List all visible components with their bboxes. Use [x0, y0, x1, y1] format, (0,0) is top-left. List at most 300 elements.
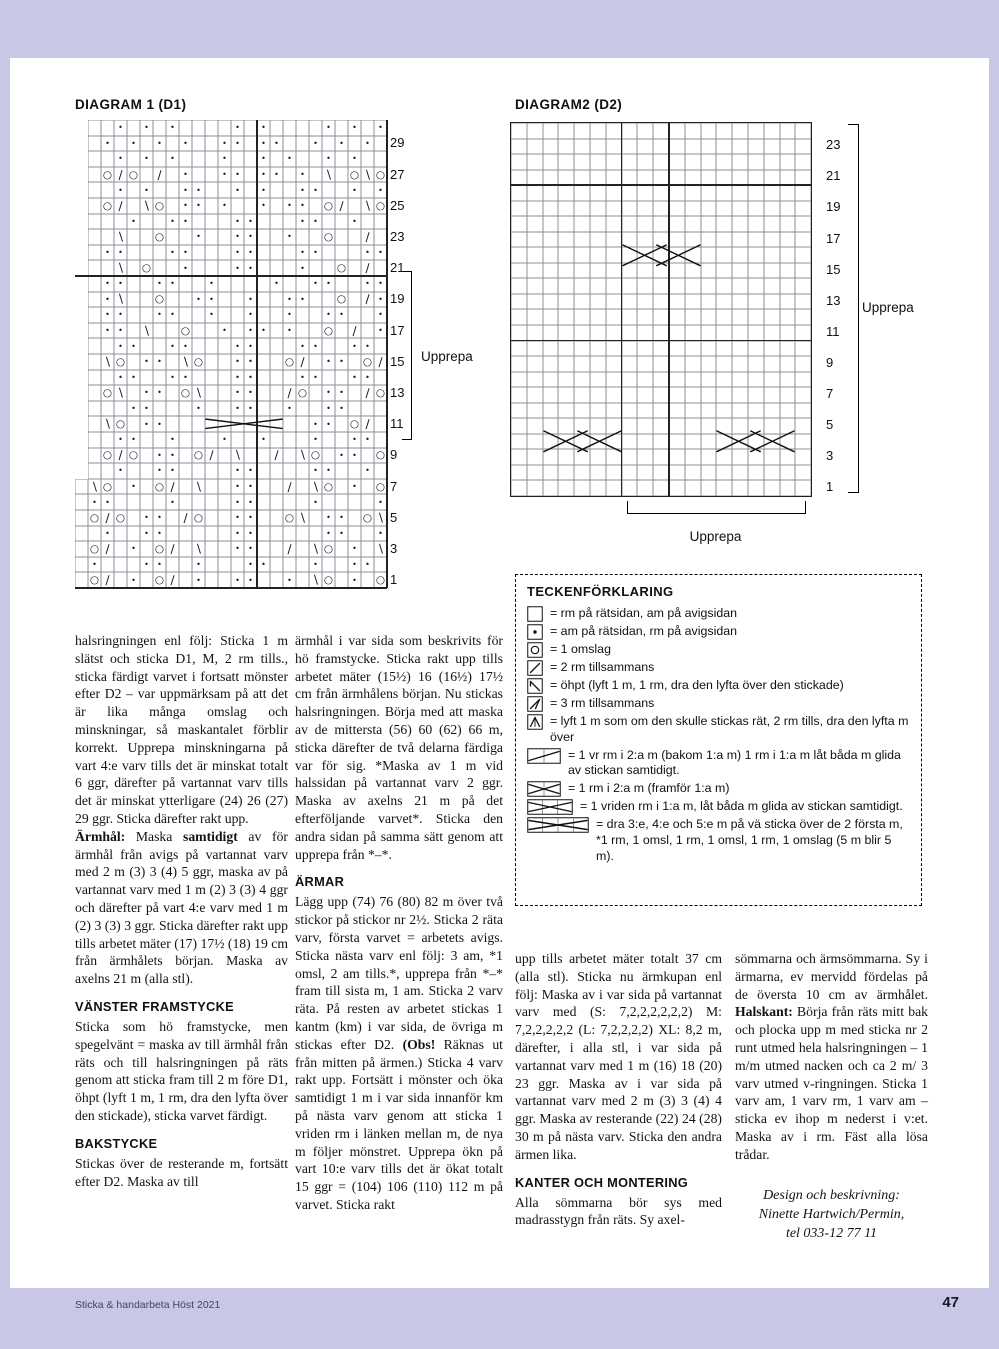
magazine-footer-title: Sticka & handarbeta Höst 2021 — [75, 1299, 221, 1311]
chart-cell — [511, 154, 527, 170]
chart-cell — [101, 557, 114, 573]
chart-cell — [114, 541, 127, 557]
chart-cell — [653, 356, 669, 372]
chart-cell — [543, 309, 559, 325]
chart-cell — [558, 154, 574, 170]
chart-cell — [88, 338, 101, 354]
chart-cell — [732, 201, 748, 217]
chart-cell — [335, 432, 348, 448]
chart-cell — [543, 356, 559, 372]
chart-cell — [296, 494, 309, 510]
text-column-4 — [735, 950, 928, 1243]
chart-cell — [653, 216, 669, 232]
chart-cell: ○ — [284, 511, 295, 524]
chart-cell — [75, 510, 88, 526]
chart-cell — [558, 263, 574, 279]
chart-cell — [795, 247, 811, 263]
chart-cell: • — [231, 494, 244, 510]
chart-cell: • — [244, 526, 257, 542]
chart-cell — [574, 372, 590, 388]
chart-cell — [127, 229, 140, 245]
chart-cell: • — [244, 354, 257, 370]
chart-cell: • — [166, 338, 179, 354]
chart-cell — [179, 463, 192, 479]
diagram2-repeat-label-bottom: Upprepa — [689, 529, 742, 544]
chart-cell: • — [153, 526, 166, 542]
chart-row-number: 11 — [390, 416, 404, 432]
chart-cell: ∖ — [114, 292, 127, 308]
chart-cell — [361, 448, 374, 464]
chart-cell — [335, 167, 348, 183]
chart-cell — [543, 278, 559, 294]
chart-cell: • — [296, 198, 309, 214]
chart-cell: ○ — [193, 355, 204, 368]
chart-cell — [543, 247, 559, 263]
chart-cell: • — [244, 323, 257, 339]
chart-cell: • — [231, 354, 244, 370]
chart-cell: • — [192, 401, 205, 417]
chart-cell: • — [309, 432, 322, 448]
chart-row-number: 27 — [390, 166, 405, 182]
chart-cell — [653, 170, 669, 186]
chart-cell: • — [140, 120, 153, 136]
chart-cell: • — [244, 557, 257, 573]
chart-cell — [192, 338, 205, 354]
cross-5-icon — [527, 817, 589, 833]
chart-cell — [732, 216, 748, 232]
chart-cell — [701, 201, 717, 217]
chart-cell — [590, 247, 606, 263]
chart-cell — [795, 341, 811, 357]
chart-cell — [335, 276, 348, 292]
chart-row-number: 15 — [390, 353, 405, 369]
chart-cell: ○ — [154, 480, 165, 493]
chart-cell: • — [374, 120, 387, 136]
chart-cell — [764, 372, 780, 388]
chart-cell — [179, 572, 192, 588]
chart-cell — [527, 185, 543, 201]
chart-cell — [75, 526, 88, 542]
chart-cell: • — [231, 572, 244, 588]
chart-cell — [348, 198, 361, 214]
chart-cell: • — [335, 354, 348, 370]
chart-cell — [153, 323, 166, 339]
chart-cell — [606, 216, 622, 232]
chart-cell — [732, 480, 748, 496]
legend-item — [527, 748, 911, 780]
chart-cell — [701, 123, 717, 139]
chart-cell — [179, 151, 192, 167]
chart-cell — [511, 480, 527, 496]
chart-cell — [637, 341, 653, 357]
chart-cell — [574, 294, 590, 310]
chart-cell — [748, 309, 764, 325]
chart-cell: ○ — [102, 480, 113, 493]
legend-item-text: = rm på rätsidan, am på avigsidan — [550, 606, 737, 620]
chart-cell: ∖ — [179, 354, 192, 370]
chart-cell — [179, 526, 192, 542]
chart-cell — [748, 201, 764, 217]
chart-cell: • — [140, 416, 153, 432]
chart-cell — [335, 463, 348, 479]
chart-cell — [716, 154, 732, 170]
chart-cell: ∖ — [140, 198, 153, 214]
chart-cell — [764, 465, 780, 481]
chart-cell — [748, 123, 764, 139]
chart-cell — [270, 292, 283, 308]
chart-cell: • — [127, 338, 140, 354]
chart-cell: ○ — [362, 511, 373, 524]
chart-cell — [558, 123, 574, 139]
chart-cell — [322, 260, 335, 276]
chart-row-number: 25 — [390, 197, 405, 213]
chart-cell — [322, 448, 335, 464]
chart-cell — [543, 185, 559, 201]
chart-cell — [140, 432, 153, 448]
diagram1-repeat-bracket — [402, 271, 412, 440]
chart-cell — [527, 403, 543, 419]
chart-cell: • — [244, 385, 257, 401]
chart-cell — [283, 432, 296, 448]
chart-cell: • — [101, 136, 114, 152]
paragraph-text: sömmarna och ärmsömmarna. Sy i ärmarna, ev mervidd fördelas på de översta 10 cm av ärmhålet. — [735, 951, 928, 1002]
chart-cell: • — [348, 572, 361, 588]
chart-cell: ∕ — [348, 323, 361, 339]
chart-cell: • — [231, 385, 244, 401]
chart-cell — [590, 372, 606, 388]
chart-cell — [140, 136, 153, 152]
cross-2-twisted-icon — [527, 799, 573, 815]
chart-cell — [192, 120, 205, 136]
chart-cell — [166, 198, 179, 214]
chart-cell — [140, 276, 153, 292]
chart-cell — [511, 465, 527, 481]
chart-cell: ∖ — [309, 541, 322, 557]
chart-cell — [511, 216, 527, 232]
chart-cell: • — [335, 136, 348, 152]
cross-2-front-icon — [527, 781, 561, 797]
chart-cell — [231, 292, 244, 308]
chart-cell — [140, 448, 153, 464]
repeat-marker-vline — [386, 120, 388, 588]
chart-cell — [511, 185, 527, 201]
chart-cell — [669, 294, 685, 310]
chart-cell: • — [348, 182, 361, 198]
chart-cell: • — [205, 276, 218, 292]
chart-cell: • — [374, 276, 387, 292]
chart-cell — [361, 526, 374, 542]
chart-cell — [795, 278, 811, 294]
chart-cell — [244, 276, 257, 292]
chart-cell: • — [114, 370, 127, 386]
chart-cell — [685, 465, 701, 481]
chart-cell — [543, 216, 559, 232]
chart-cell — [511, 341, 527, 357]
chart-cell — [701, 263, 717, 279]
chart-cell — [574, 154, 590, 170]
chart-cell — [511, 434, 527, 450]
chart-cell — [527, 278, 543, 294]
chart-cell — [606, 480, 622, 496]
chart-cell — [543, 139, 559, 155]
repeat-marker-vline — [256, 120, 258, 588]
chart-cell: • — [231, 370, 244, 386]
chart-cell — [127, 292, 140, 308]
chart-cell: • — [179, 245, 192, 261]
chart-cell — [361, 479, 374, 495]
chart-cell — [88, 401, 101, 417]
chart-cell — [527, 294, 543, 310]
legend-item-text: = am på rätsidan, rm på avigsidan — [550, 624, 737, 638]
chart-cell: • — [270, 136, 283, 152]
chart-cell — [322, 494, 335, 510]
chart-cell — [669, 403, 685, 419]
chart-cell — [511, 418, 527, 434]
chart-cell — [780, 263, 796, 279]
chart-cell — [669, 139, 685, 155]
chart-cell — [231, 432, 244, 448]
chart-cell — [590, 201, 606, 217]
chart-cell — [795, 201, 811, 217]
chart-cell — [669, 449, 685, 465]
chart-cell — [296, 572, 309, 588]
repeat-marker-hline — [75, 587, 387, 589]
chart-cell — [527, 247, 543, 263]
chart-cell — [205, 120, 218, 136]
chart-cell — [244, 136, 257, 152]
cell-knit-icon — [527, 606, 543, 622]
chart-cell: • — [114, 463, 127, 479]
chart-cell — [527, 170, 543, 186]
chart-cell — [748, 139, 764, 155]
chart-cell — [574, 387, 590, 403]
chart-cell — [795, 309, 811, 325]
chart-cell — [716, 247, 732, 263]
chart-cell: ∕ — [166, 541, 179, 557]
chart-cell: • — [127, 572, 140, 588]
chart-cell — [590, 278, 606, 294]
chart-cell: • — [244, 463, 257, 479]
chart-cell — [764, 325, 780, 341]
chart-cell — [309, 167, 322, 183]
chart-cell — [590, 139, 606, 155]
chart-cell — [309, 385, 322, 401]
chart-cell — [748, 170, 764, 186]
chart-cell — [218, 245, 231, 261]
chart-cell: • — [348, 151, 361, 167]
chart-cell — [574, 216, 590, 232]
chart-cell — [701, 341, 717, 357]
chart-cell: • — [192, 292, 205, 308]
chart-cell — [101, 260, 114, 276]
chart-cell — [637, 480, 653, 496]
chart-cell — [685, 154, 701, 170]
chart-cell — [88, 307, 101, 323]
chart-cell — [127, 557, 140, 573]
legend-item-text: = 1 omslag — [550, 642, 611, 656]
chart-cell — [527, 154, 543, 170]
chart-cell — [166, 557, 179, 573]
chart-cell — [283, 120, 296, 136]
chart-cell — [101, 151, 114, 167]
chart-cell — [543, 341, 559, 357]
chart-cell — [335, 323, 348, 339]
chart-cell — [622, 341, 638, 357]
chart-cell: ○ — [336, 293, 347, 306]
chart-cell — [153, 120, 166, 136]
chart-cell — [192, 526, 205, 542]
chart-cell: • — [179, 136, 192, 152]
chart-cell: • — [153, 136, 166, 152]
chart-cell — [205, 541, 218, 557]
chart-cell — [748, 387, 764, 403]
chart-cell — [309, 198, 322, 214]
chart-cell: • — [335, 448, 348, 464]
chart-cell — [192, 432, 205, 448]
chart-cell — [574, 403, 590, 419]
chart-cell: ∕ — [361, 385, 374, 401]
chart-cell — [716, 201, 732, 217]
heading-armar: ÄRMAR — [295, 874, 345, 890]
chart-cell — [205, 401, 218, 417]
legend-item-text: = 1 vr rm i 2:a m (bakom 1:a m) 1 rm i 1:a m låt båda m glida av stickan samtidigt. — [568, 747, 901, 778]
cell-k3tog-icon — [527, 696, 543, 712]
chart-cell — [701, 480, 717, 496]
chart-cell — [637, 123, 653, 139]
chart-cell: • — [179, 260, 192, 276]
chart-cell — [140, 307, 153, 323]
chart-cell: ○ — [323, 230, 334, 243]
chart-cell — [88, 182, 101, 198]
chart-cell: ○ — [349, 418, 360, 431]
chart-cell — [701, 418, 717, 434]
chart-cell — [309, 354, 322, 370]
chart-cell — [335, 479, 348, 495]
chart-cell: ○ — [115, 355, 126, 368]
chart-cell: • — [361, 276, 374, 292]
chart-cell: ∕ — [153, 167, 166, 183]
chart-cell: ○ — [180, 324, 191, 337]
chart-row-number: 9 — [390, 447, 398, 463]
chart-cell: ∕ — [114, 167, 127, 183]
chart-cell — [114, 214, 127, 230]
cable-cross-symbol — [205, 416, 283, 432]
text-column-2 — [295, 632, 503, 1214]
chart-cell: • — [244, 541, 257, 557]
chart-cell: ○ — [128, 449, 139, 462]
chart-cell — [574, 480, 590, 496]
chart-cell — [361, 323, 374, 339]
chart-cell — [205, 463, 218, 479]
chart-cell: • — [296, 182, 309, 198]
chart-cell: • — [335, 307, 348, 323]
chart-cell: • — [166, 432, 179, 448]
chart-cell: • — [140, 182, 153, 198]
chart-cell — [748, 247, 764, 263]
chart-cell: • — [231, 120, 244, 136]
chart-cell — [322, 214, 335, 230]
chart-cell — [374, 136, 387, 152]
chart-cell — [283, 276, 296, 292]
diagram2-chart — [510, 122, 812, 497]
chart-cell — [637, 294, 653, 310]
chart-cell — [296, 136, 309, 152]
chart-cell: • — [153, 276, 166, 292]
chart-cell — [574, 247, 590, 263]
body-paragraph: Stickas över de resterande m, fortsätt efter D2. Maska av till — [75, 1155, 288, 1189]
chart-cell — [748, 216, 764, 232]
legend-title: TECKENFÖRKLARING — [527, 584, 674, 599]
chart-cell — [361, 214, 374, 230]
chart-cell — [622, 418, 638, 434]
chart-cell — [192, 136, 205, 152]
chart-cell — [374, 229, 387, 245]
chart-cell: ∖ — [361, 198, 374, 214]
chart-cell: • — [140, 526, 153, 542]
legend-item-text: = 2 rm tillsammans — [550, 660, 655, 674]
chart-cell: • — [283, 151, 296, 167]
chart-cell — [322, 245, 335, 261]
chart-cell: ○ — [323, 542, 334, 555]
chart-cell — [716, 139, 732, 155]
chart-cell: • — [283, 198, 296, 214]
chart-cell — [637, 387, 653, 403]
chart-cell: ○ — [154, 574, 165, 587]
chart-cell: ∖ — [114, 260, 127, 276]
chart-cell — [127, 276, 140, 292]
chart-cell: • — [348, 479, 361, 495]
chart-cell: • — [153, 510, 166, 526]
chart-cell — [637, 201, 653, 217]
heading-kanter-och-montering: KANTER OCH MONTERING — [515, 1174, 689, 1190]
chart-cell: • — [244, 572, 257, 588]
chart-cell — [669, 309, 685, 325]
legend-item — [527, 714, 911, 746]
chart-cell: ∖ — [88, 479, 101, 495]
chart-cell — [205, 167, 218, 183]
chart-cell — [361, 120, 374, 136]
chart-cell — [205, 245, 218, 261]
chart-cell: ∕ — [283, 385, 296, 401]
chart-cell: • — [127, 136, 140, 152]
chart-cell — [283, 182, 296, 198]
chart-cell — [748, 403, 764, 419]
chart-cell: • — [166, 463, 179, 479]
chart-cell — [88, 323, 101, 339]
chart-cell — [322, 136, 335, 152]
body-paragraph: Sticka som hö framstycke, men spegelvänt = maska av till ärmhål från räts och till halsringningen på räts genom att sticka fram till 2 m före D1, öhpt (lyft 1 m, 1 rm, dra den lyfta över den stickade), sticka varvet färdigt. — [75, 1018, 288, 1123]
chart-cell: • — [309, 370, 322, 386]
chart-cell — [574, 185, 590, 201]
chart-cell — [270, 182, 283, 198]
chart-cell: • — [101, 526, 114, 542]
chart-cell — [764, 278, 780, 294]
chart-row-number: 7 — [390, 478, 398, 494]
chart-cell: • — [374, 292, 387, 308]
chart-cell: • — [101, 323, 114, 339]
chart-cell — [780, 341, 796, 357]
chart-cell — [257, 260, 270, 276]
chart-cell — [257, 479, 270, 495]
chart-cell — [574, 278, 590, 294]
chart-cell — [622, 216, 638, 232]
chart-cell — [322, 557, 335, 573]
legend-item — [527, 817, 911, 864]
chart-cell — [179, 448, 192, 464]
chart-cell — [335, 494, 348, 510]
chart-cell — [218, 370, 231, 386]
chart-cell: • — [244, 214, 257, 230]
